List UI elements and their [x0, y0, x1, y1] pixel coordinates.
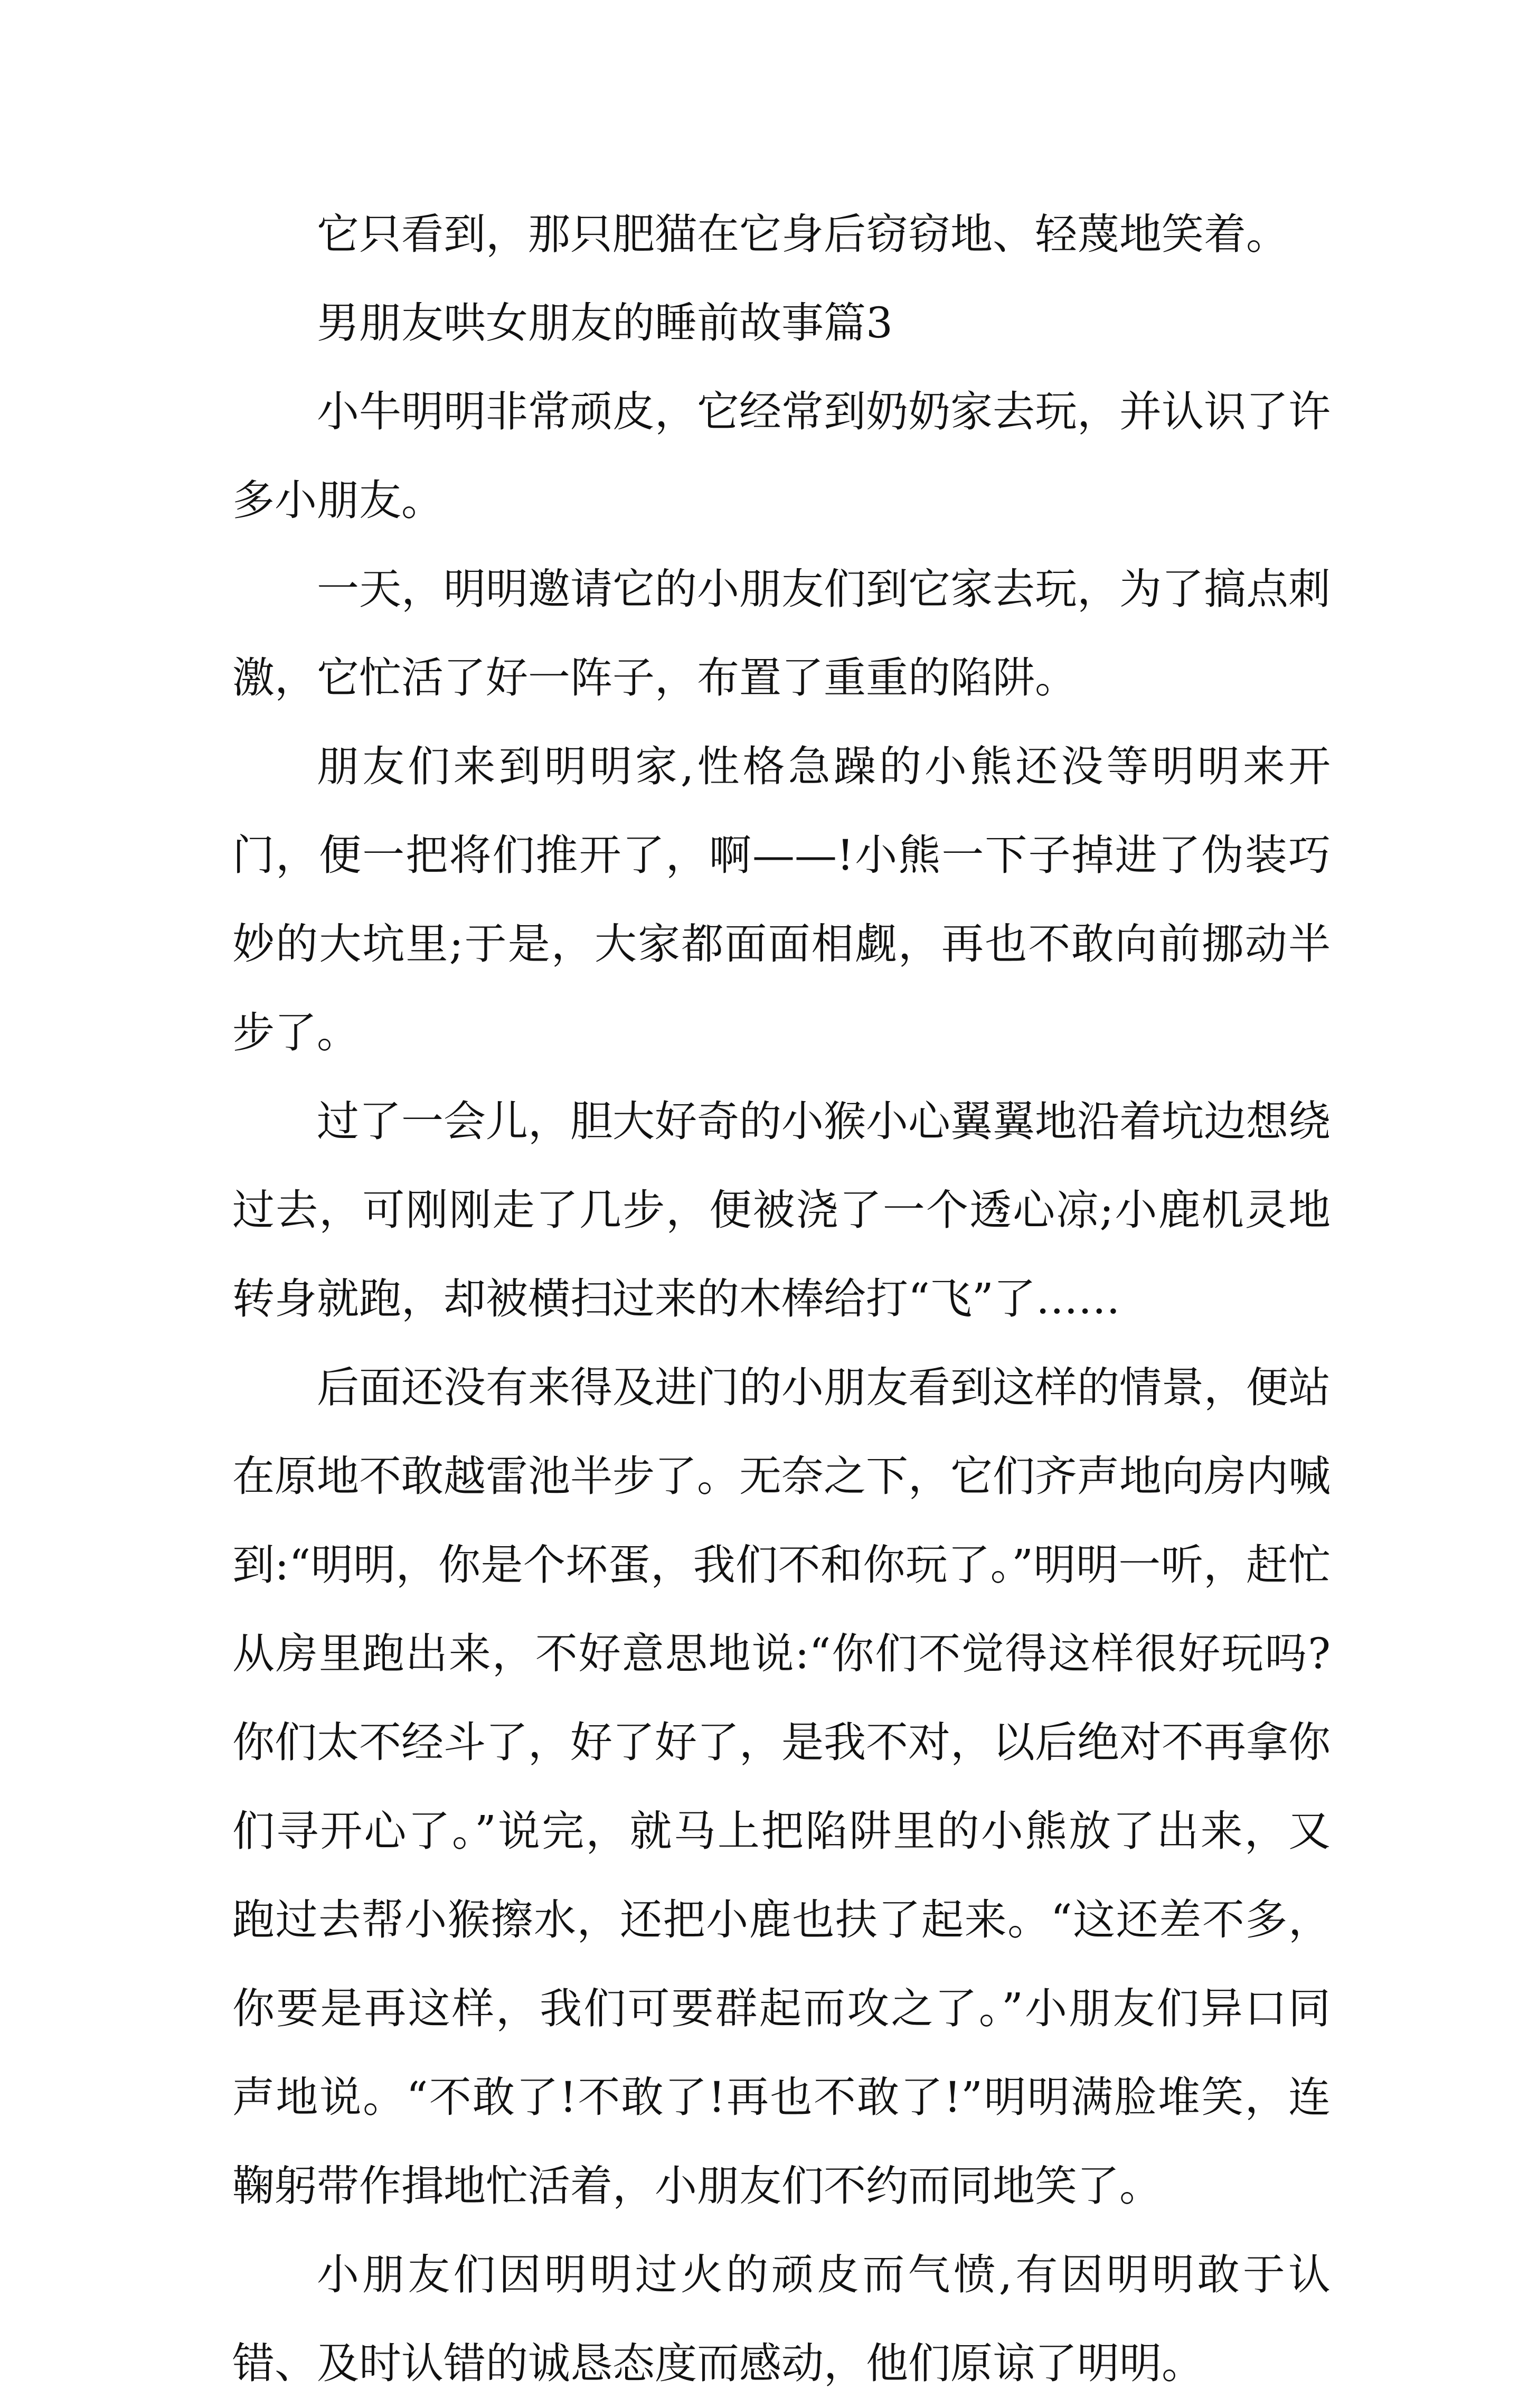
document-body: [232, 190, 1331, 2408]
paragraph: 它只看到，那只肥猫在它身后窃窃地、轻蔑地笑着。: [317, 210, 1288, 259]
paragraph: 一天，明明邀请它的小朋友们到它家去玩，为了搞点刺激，它忙活了好一阵子，布置了重重的陷阱。: [232, 565, 1331, 702]
paragraph: 小朋友们因明明过火的顽皮而气愤,有因明明敢于认错、及时认错的诚恳态度而感动，他们原谅了明明。: [232, 2250, 1331, 2388]
paragraph: 后面还没有来得及进门的小朋友看到这样的情景，便站在原地不敢越雷池半步了。无奈之下，它们齐声地向房内喊到:“明明，你是个坏蛋，我们不和你玩了。”明明一听，赶忙从房里跑出来，不好意思地说:“你们不觉得这样很好玩吗?你们太不经斗了，好了好了，是我不对，以后绝对不再拿你们寻开心了。”说完，就马上把陷阱里的小熊放了出来，又跑过去帮小猴擦水，还把小鹿也扶了起来。“这还差不多，你要是再这样，我们可要群起而攻之了。”小朋友们异口同声地说。“不敢了!不敢了!再也不敢了!”明明满脸堆笑，连鞠躬带作揖地忙活着，小朋友们不约而同地笑了。: [232, 1363, 1331, 2211]
paragraph: 小牛明明非常顽皮，它经常到奶奶家去玩，并认识了许多小朋友。: [232, 387, 1331, 525]
paragraph: 朋友们来到明明家,性格急躁的小熊还没等明明来开门，便一把将们推开了，啊——!小熊一下子掉进了伪装巧妙的大坑里;于是，大家都面面相觑，再也不敢向前挪动半步了。: [232, 742, 1331, 1057]
paragraph: 过了一会儿，胆大好奇的小猴小心翼翼地沿着坑边想绕过去，可刚刚走了几步，便被浇了一个透心凉;小鹿机灵地转身就跑，却被横扫过来的木棒给打“飞”了……: [232, 1097, 1331, 1323]
section-heading: 男朋友哄女朋友的睡前故事篇3: [317, 298, 893, 347]
